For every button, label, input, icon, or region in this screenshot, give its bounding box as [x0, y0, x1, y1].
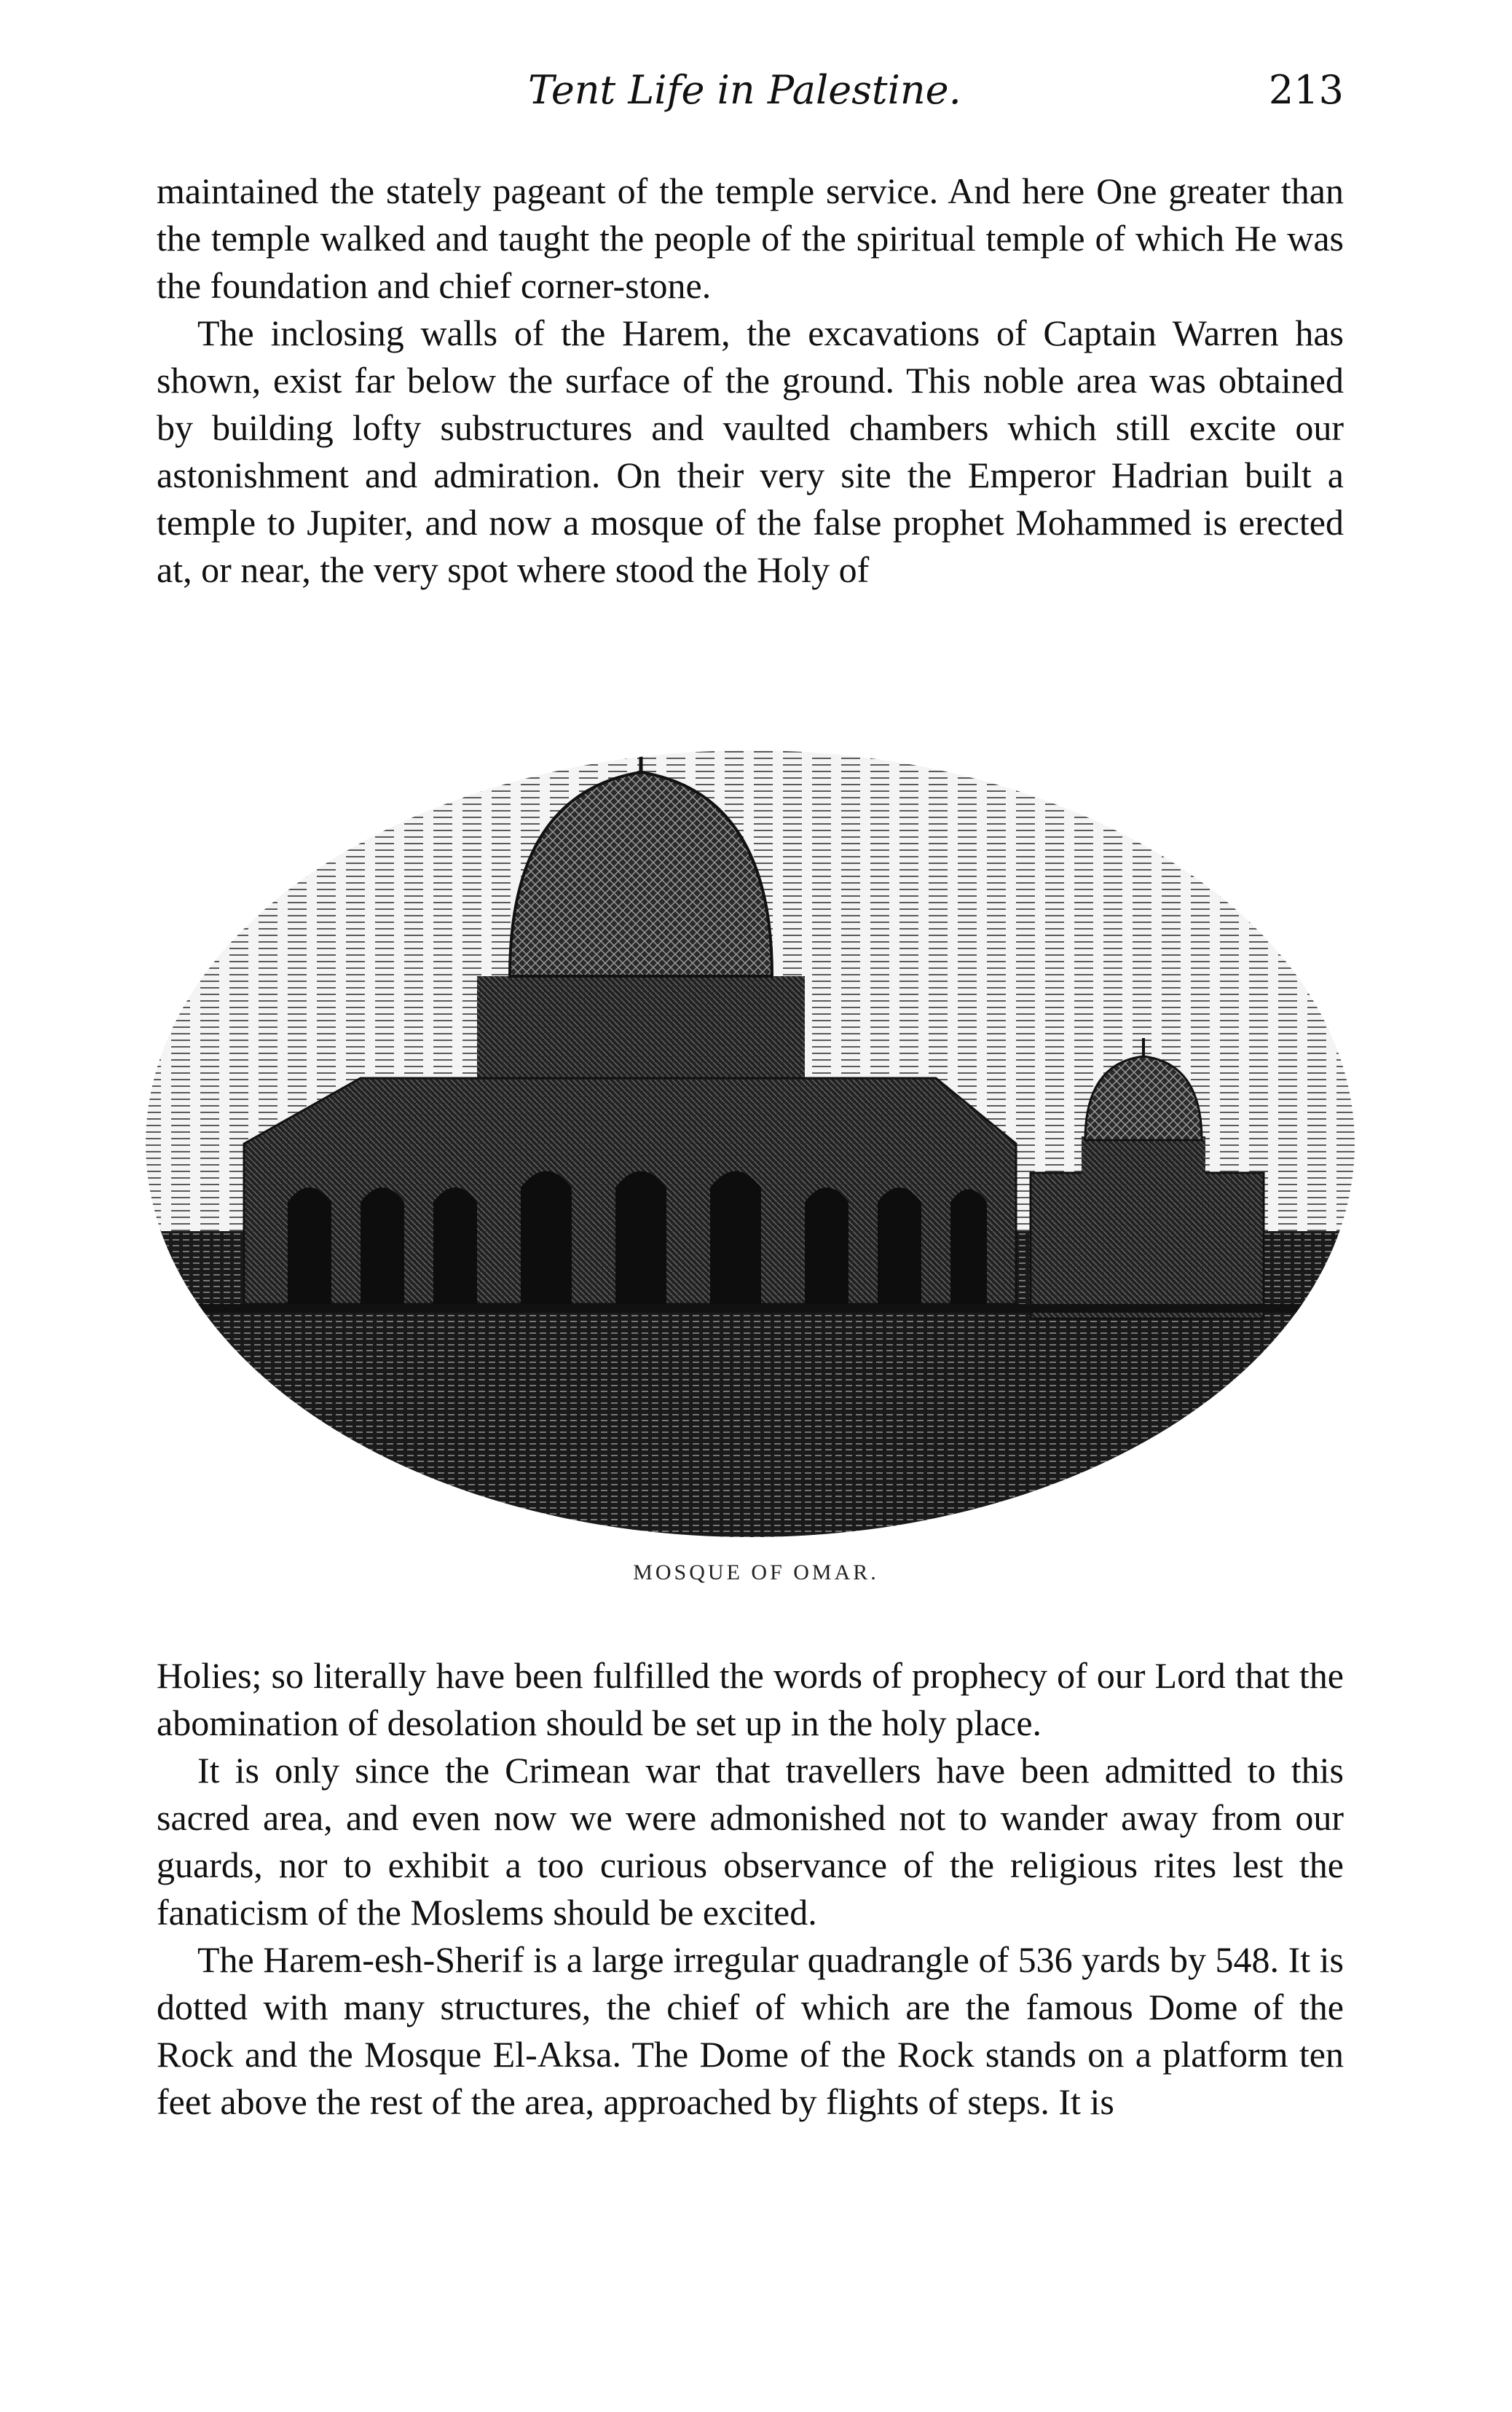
paragraph: The inclosing walls of the Harem, the excavations of Captain Warren has shown, exist far below the surface of the ground. This noble area was obtained by building lofty substructures and vaulted chambers which still excite our astonishment and admiration. On their very site the Emperor Hadrian built a temple to Jupiter, and now a mosque of the false prophet Mohammed is erected at, or near, the very spot where stood the Holy of	[157, 313, 1344, 590]
paragraph-continuation: maintained the stately pageant of the temple service. And here One greater than the temple walked and taught the people of the spiritual temple of which He was the foundation and chief corner-stone.	[157, 170, 1344, 306]
paragraph-continuation: Holies; so literally have been fulfilled the words of prophecy of our Lord that the abomination of desolation should be set up in the holy place.	[157, 1655, 1344, 1743]
running-title: Tent Life in Palestine.	[528, 67, 961, 113]
mosque-engraving	[142, 736, 1358, 1544]
text-block-bottom	[157, 1652, 1344, 2126]
page-number: 213	[1268, 67, 1344, 113]
figure-caption: MOSQUE OF OMAR.	[633, 1560, 879, 1584]
text-block-top	[157, 168, 1344, 594]
page-header	[157, 67, 1344, 133]
paragraph: The Harem-esh-Sherif is a large irregular quadrangle of 536 yards by 548. It is dotted with many structures, the chief of which are the famous Dome of the Rock and the Mosque El-Aksa. The Dome of the Rock stands on a platform ten feet above the rest of the area, approached by flights of steps. It is	[157, 1939, 1344, 2122]
paragraph: It is only since the Crimean war that travellers have been admitted to this sacred area, and even now we were admonished not to wander away from our guards, nor to exhibit a too curious observance of the religious rites lest the fanaticism of the Moslems should be excited.	[157, 1750, 1344, 1933]
